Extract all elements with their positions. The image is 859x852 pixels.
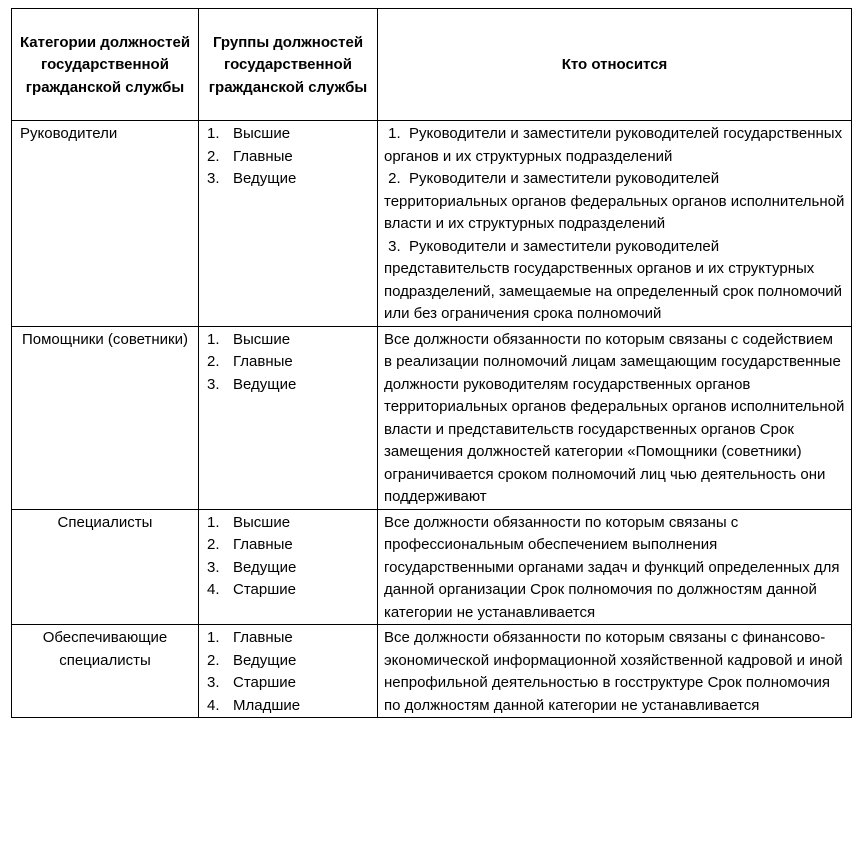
list-item xyxy=(205,557,371,580)
who-text: Все должности обязанности по которым связаны с содействием в реализации полномочий лицам замещающим государственные должности руководителям государственных органов территориальных органов федеральных органов исполнительной власти и представительств государственных органов Срок замещения должностей категории «Помощники (советники) ограничивается сроком полномочий лиц чью деятельность они поддерживают xyxy=(384,330,845,505)
group-label: Высшие xyxy=(233,330,291,348)
header-who: Кто относится xyxy=(378,9,852,121)
group-label: Главные xyxy=(233,353,293,370)
list-number: 2. xyxy=(388,170,401,187)
groups-cell xyxy=(199,326,378,509)
groups-list xyxy=(205,625,371,717)
group-label: Главные xyxy=(233,629,293,646)
groups-list xyxy=(205,510,371,602)
list-item xyxy=(205,672,371,695)
who-text: Руководители и заместители руководителей государственных органов и их структурных подразделений xyxy=(384,125,843,165)
who-item xyxy=(384,236,845,326)
group-label: Ведущие xyxy=(233,651,297,669)
who-item xyxy=(384,123,845,168)
group-label: Ведущие xyxy=(233,170,297,187)
list-item xyxy=(205,695,371,718)
header-groups: Группы должностей государственной гражданской службы xyxy=(199,9,378,121)
list-item xyxy=(205,579,371,602)
who-text: Все должности обязанности по которым связаны с финансово-экономической информационной хозяйственной кадровой и иной непрофильной деятельностью в госструктуре Срок полномочия по должностям данной категории не устанавливается xyxy=(384,629,843,714)
list-item xyxy=(205,374,371,397)
table-row xyxy=(12,326,852,509)
list-number: 1. xyxy=(207,330,220,348)
group-label: Ведущие xyxy=(233,558,297,576)
groups-cell xyxy=(199,121,378,327)
list-item xyxy=(205,123,371,146)
list-item xyxy=(205,534,371,557)
list-number: 1. xyxy=(388,125,401,142)
list-number: 3. xyxy=(207,170,220,187)
table-header-row xyxy=(12,9,852,121)
list-number: 4. xyxy=(207,696,220,714)
list-item xyxy=(205,650,371,673)
category-cell: Руководители xyxy=(12,121,199,327)
list-number: 1. xyxy=(207,629,220,646)
header-category: Категории должностей государственной гражданской службы xyxy=(12,9,199,121)
list-number: 1. xyxy=(207,125,220,142)
who-text: Все должности обязанности по которым связаны с профессиональным обеспечением выполнения государственными органами задач и функций определенных для данной организации Срок полномочия по должностям данной категории не устанавливается xyxy=(384,513,840,621)
list-number: 3. xyxy=(388,237,401,255)
list-number: 3. xyxy=(207,674,220,691)
who-text: Руководители и заместители руководителей представительств государственных органов и их структурных подразделений, замещаемые на определенный срок полномочий или без ограничения срока полномочий xyxy=(384,237,843,322)
group-label: Младшие xyxy=(233,696,301,714)
category-cell: Специалисты xyxy=(12,509,199,625)
list-number: 3. xyxy=(207,375,220,393)
civil-service-positions-table xyxy=(11,8,852,718)
list-number: 4. xyxy=(207,581,220,598)
group-label: Главные xyxy=(233,536,293,553)
groups-cell xyxy=(199,625,378,718)
group-label: Высшие xyxy=(233,125,291,142)
who-cell xyxy=(378,326,852,509)
group-label: Главные xyxy=(233,147,293,165)
list-item xyxy=(205,168,371,191)
group-label: Старшие xyxy=(233,581,296,598)
groups-cell xyxy=(199,509,378,625)
who-item xyxy=(384,168,845,236)
group-label: Ведущие xyxy=(233,375,297,393)
list-number: 3. xyxy=(207,558,220,576)
list-number: 2. xyxy=(207,536,220,553)
table-row xyxy=(12,121,852,327)
list-item xyxy=(205,627,371,650)
group-label: Высшие xyxy=(233,513,291,531)
who-cell xyxy=(378,625,852,718)
who-cell xyxy=(378,509,852,625)
list-item xyxy=(205,146,371,169)
list-item xyxy=(205,512,371,535)
category-cell: Помощники (советники) xyxy=(12,326,199,509)
list-number: 2. xyxy=(207,651,220,669)
list-number: 2. xyxy=(207,147,220,165)
table-row xyxy=(12,625,852,718)
category-cell: Обеспечивающие специалисты xyxy=(12,625,199,718)
who-text: Руководители и заместители руководителей территориальных органов федеральных органов исполнительной власти и их структурных подразделений xyxy=(384,170,845,232)
groups-list xyxy=(205,327,371,397)
list-item xyxy=(205,351,371,374)
group-label: Старшие xyxy=(233,674,296,691)
list-number: 2. xyxy=(207,353,220,370)
table-row xyxy=(12,509,852,625)
groups-list xyxy=(205,121,371,191)
who-cell xyxy=(378,121,852,327)
list-item xyxy=(205,329,371,352)
list-number: 1. xyxy=(207,513,220,531)
